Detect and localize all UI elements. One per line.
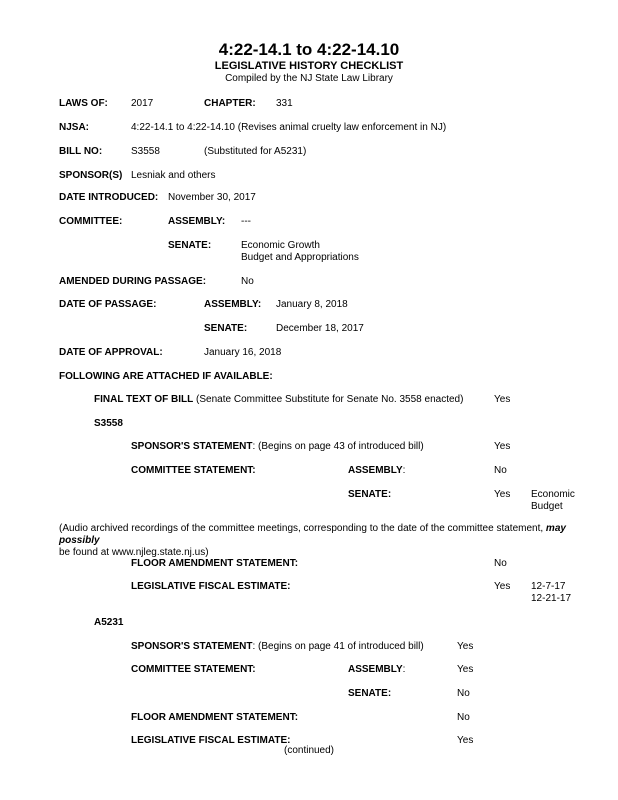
- approval-label: DATE OF APPROVAL:: [59, 347, 163, 358]
- a5231-fiscal-value: Yes: [457, 735, 474, 746]
- committee-assembly-label: ASSEMBLY:: [168, 216, 226, 227]
- s3558-fiscal-value: Yes: [494, 581, 511, 592]
- s3558-committee-label: COMMITTEE STATEMENT:: [131, 465, 256, 476]
- committee-senate-line1: Economic Growth: [241, 240, 320, 251]
- chapter-label: CHAPTER:: [204, 98, 256, 109]
- a5231-floor-value: No: [457, 712, 470, 723]
- amended-value: No: [241, 276, 254, 287]
- s3558-fiscal-label: LEGISLATIVE FISCAL ESTIMATE:: [131, 581, 291, 592]
- final-text-label: FINAL TEXT OF BILL: [94, 394, 194, 405]
- a5231-fiscal-label: LEGISLATIVE FISCAL ESTIMATE:: [131, 735, 291, 746]
- a5231-committee-label: COMMITTEE STATEMENT:: [131, 664, 256, 675]
- s3558-heading: S3558: [94, 418, 123, 429]
- s3558-assembly-colon: :: [402, 465, 406, 476]
- s3558-sponsor-detail: : (Begins on page 43 of introduced bill): [252, 441, 424, 452]
- approval-value: January 16, 2018: [204, 347, 282, 358]
- a5231-assembly-colon: :: [402, 664, 406, 675]
- committee-senate-line2: Budget and Appropriations: [241, 252, 359, 263]
- s3558-assembly-label: ASSEMBLY: [348, 465, 403, 476]
- committee-assembly-value: ---: [241, 216, 251, 227]
- passage-senate-value: December 18, 2017: [276, 323, 364, 334]
- s3558-senate-note2: Budget: [531, 501, 563, 512]
- s3558-fiscal-date2: 12-21-17: [531, 593, 572, 604]
- passage-senate-label: SENATE:: [204, 323, 248, 334]
- page-subtitle: LEGISLATIVE HISTORY CHECKLIST: [214, 60, 404, 72]
- compiled-by: Compiled by the NJ State Law Library: [225, 73, 393, 84]
- a5231-heading: A5231: [94, 617, 124, 628]
- a5231-sponsor-label: SPONSOR'S STATEMENT: [131, 641, 253, 652]
- s3558-floor-label: FLOOR AMENDMENT STATEMENT:: [131, 558, 299, 569]
- audio-note-emphasis: may possibly: [59, 523, 566, 546]
- amended-label: AMENDED DURING PASSAGE:: [59, 276, 207, 287]
- s3558-assembly-row: [348, 465, 405, 477]
- passage-label: DATE OF PASSAGE:: [59, 299, 157, 310]
- committee-label: COMMITTEE:: [59, 216, 123, 227]
- s3558-fiscal-date1: 12-7-17: [531, 581, 566, 592]
- a5231-assembly-value: Yes: [457, 664, 474, 675]
- laws-of-label: LAWS OF:: [59, 98, 108, 109]
- date-introduced-value: November 30, 2017: [168, 192, 256, 203]
- final-text-value: Yes: [494, 394, 511, 405]
- bill-no-value: S3558: [131, 146, 160, 157]
- a5231-senate-value: No: [457, 688, 470, 699]
- date-introduced-label: DATE INTRODUCED:: [59, 192, 159, 203]
- s3558-senate-note1: Economic: [531, 489, 575, 500]
- a5231-floor-label: FLOOR AMENDMENT STATEMENT:: [131, 712, 299, 723]
- s3558-senate-value: Yes: [494, 489, 511, 500]
- a5231-sponsor-detail: : (Begins on page 41 of introduced bill): [252, 641, 424, 652]
- continued-note: (continued): [283, 745, 335, 756]
- a5231-assembly-label: ASSEMBLY: [348, 664, 403, 675]
- sponsors-label: SPONSOR(S): [59, 170, 123, 181]
- njsa-label: NJSA:: [59, 122, 90, 133]
- a5231-senate-label: SENATE:: [348, 688, 392, 699]
- s3558-assembly-value: No: [494, 465, 507, 476]
- bill-no-note: (Substituted for A5231): [204, 146, 307, 157]
- s3558-floor-value: No: [494, 558, 507, 569]
- njsa-value: 4:22-14.1 to 4:22-14.10 (Revises animal cruelty law enforcement in NJ): [131, 122, 447, 133]
- passage-assembly-value: January 8, 2018: [276, 299, 348, 310]
- audio-note: [59, 523, 607, 559]
- a5231-assembly-row: [348, 664, 405, 676]
- s3558-senate-label: SENATE:: [348, 489, 392, 500]
- page-title: 4:22-14.1 to 4:22-14.10: [218, 40, 400, 59]
- s3558-sponsor-value: Yes: [494, 441, 511, 452]
- committee-senate-label: SENATE:: [168, 240, 212, 251]
- s3558-sponsor-label: SPONSOR'S STATEMENT: [131, 441, 253, 452]
- laws-of-value: 2017: [131, 98, 154, 109]
- sponsors-value: Lesniak and others: [131, 170, 216, 181]
- a5231-sponsor-row: [131, 641, 424, 653]
- audio-note-part2: be found at www.njleg.state.nj.us): [59, 547, 209, 558]
- chapter-value: 331: [276, 98, 293, 109]
- attached-heading: FOLLOWING ARE ATTACHED IF AVAILABLE:: [59, 371, 273, 382]
- final-text-detail: (Senate Committee Substitute for Senate No. 3558 enacted): [193, 394, 464, 405]
- s3558-sponsor-row: [131, 441, 424, 453]
- bill-no-label: BILL NO:: [59, 146, 103, 157]
- a5231-sponsor-value: Yes: [457, 641, 474, 652]
- audio-note-part1: (Audio archived recordings of the committee meetings, corresponding to the date of the committee statement,: [59, 523, 546, 534]
- final-text-row: [94, 394, 463, 406]
- passage-assembly-label: ASSEMBLY:: [204, 299, 262, 310]
